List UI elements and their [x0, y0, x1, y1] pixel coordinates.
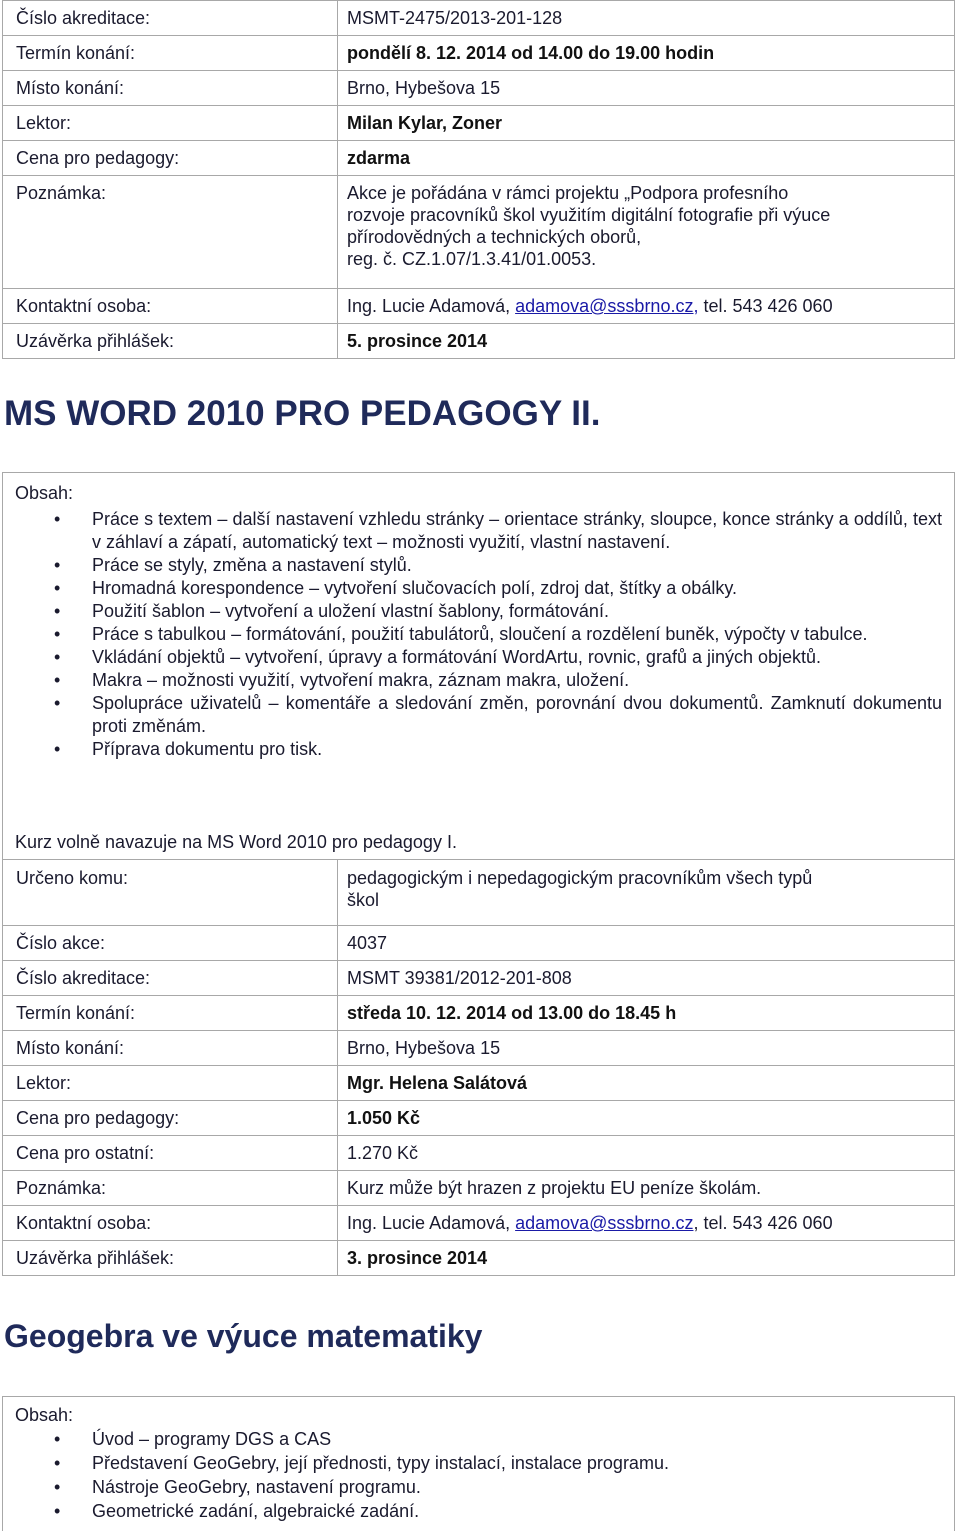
list-item: • Hromadná korespondence – vytvoření slučovacích polí, zdroj dat, štítky a obálky. [3, 577, 954, 600]
list-item: • Práce s tabulkou – formátování, použití tabulátorů, sloučení a rozdělení buněk, výpočty v tabulce. [3, 623, 954, 646]
audience-line: pedagogickým i nepedagogickým pracovníkům všech typů [347, 868, 813, 888]
content-label: Obsah: [15, 483, 74, 503]
list-item: • Úvod – programy DGS a CAS [3, 1427, 954, 1451]
contact-phone: , tel. 543 426 060 [693, 1213, 833, 1233]
content-list [3, 1427, 954, 1523]
contact-email-link[interactable]: adamova@sssbrno.cz [515, 1213, 694, 1233]
date-label: Termín konání: [3, 996, 338, 1031]
list-item: • Práce se styly, změna a nastavení stylů. [3, 554, 954, 577]
list-item: • Spolupráce uživatelů – komentáře a sledování změn, porovnání dvou dokumentů. Zamknutí dokumentu proti změnám. [3, 692, 954, 738]
deadline-label: Uzávěrka přihlášek: [3, 1241, 338, 1276]
audience-line: škol [347, 890, 380, 910]
contact-name: Ing. Lucie Adamová, [347, 296, 516, 316]
action-no-label: Číslo akce: [3, 926, 338, 961]
list-item: • Nástroje GeoGebry, nastavení programu. [3, 1475, 954, 1499]
contact-label: Kontaktní osoba: [3, 289, 338, 324]
followup-note: Kurz volně navazuje na MS Word 2010 pro pedagogy I. [15, 832, 457, 852]
date-label: Termín konání: [3, 36, 338, 71]
lecturer-value: Milan Kylar, Zoner [338, 106, 955, 141]
deadline-label: Uzávěrka přihlášek: [3, 324, 338, 359]
accreditation-value: MSMT-2475/2013-201-128 [338, 1, 955, 36]
course-title-geogebra: Geogebra ve výuce matematiky [4, 1318, 483, 1354]
contact-name: Ing. Lucie Adamová, [347, 1213, 516, 1233]
contact-phone: tel. 543 426 060 [698, 296, 833, 316]
place-value: Brno, Hybešova 15 [338, 71, 955, 106]
note-line: rozvoje pracovníků škol využitím digitální fotografie při výuce [347, 205, 831, 225]
note-value: Kurz může být hrazen z projektu EU peníze školám. [338, 1171, 955, 1206]
course-content-box-1 [2, 472, 955, 860]
audience-label: Určeno komu: [3, 860, 338, 926]
lecturer-label: Lektor: [3, 106, 338, 141]
place-label: Místo konání: [3, 1031, 338, 1066]
content-label: Obsah: [15, 1405, 74, 1425]
action-no-value: 4037 [338, 926, 955, 961]
list-item: • Příprava dokumentu pro tisk. [3, 738, 954, 761]
place-value: Brno, Hybešova 15 [338, 1031, 955, 1066]
list-item: • Makra – možnosti využití, vytvoření makra, záznam makra, uložení. [3, 669, 954, 692]
list-item: • Vkládání objektů – vytvoření, úpravy a formátování WordArtu, rovnic, grafů a jiných objektů. [3, 646, 954, 669]
list-item: • Představení GeoGebry, její přednosti, typy instalací, instalace programu. [3, 1451, 954, 1475]
price-teachers-value: zdarma [338, 141, 955, 176]
contact-value [338, 289, 955, 324]
note-label: Poznámka: [3, 1171, 338, 1206]
note-line: Akce je pořádána v rámci projektu „Podpora profesního [347, 183, 789, 203]
list-item: • Geometrické zadání, algebraické zadání. [3, 1499, 954, 1523]
deadline-value: 5. prosince 2014 [338, 324, 955, 359]
date-value: pondělí 8. 12. 2014 od 14.00 do 19.00 hodin [338, 36, 955, 71]
contact-value [338, 1206, 955, 1241]
content-list [3, 508, 954, 761]
date-value: středa 10. 12. 2014 od 13.00 do 18.45 h [338, 996, 955, 1031]
lecturer-label: Lektor: [3, 1066, 338, 1101]
price-teachers-value: 1.050 Kč [338, 1101, 955, 1136]
course-info-table-1 [2, 0, 955, 359]
note-label: Poznámka: [3, 176, 338, 289]
price-teachers-label: Cena pro pedagogy: [3, 1101, 338, 1136]
list-item: • Práce s textem – další nastavení vzhledu stránky – orientace stránky, sloupce, konce stránky a oddílů, text v záhlaví a zápatí, automatický text – možnosti využití, vlastní nastavení. [3, 508, 954, 554]
note-line: přírodovědných a technických oborů, [347, 227, 642, 247]
lecturer-value: Mgr. Helena Salátová [338, 1066, 955, 1101]
course-info-table-2 [2, 859, 955, 1276]
course-title-word: MS WORD 2010 PRO PEDAGOGY II. [4, 394, 601, 433]
price-teachers-label: Cena pro pedagogy: [3, 141, 338, 176]
price-others-label: Cena pro ostatní: [3, 1136, 338, 1171]
accreditation-label: Číslo akreditace: [3, 961, 338, 996]
place-label: Místo konání: [3, 71, 338, 106]
accreditation-value: MSMT 39381/2012-201-808 [338, 961, 955, 996]
note-line: reg. č. CZ.1.07/1.3.41/01.0053. [347, 249, 597, 269]
course-content-box-2 [2, 1396, 955, 1531]
deadline-value: 3. prosince 2014 [338, 1241, 955, 1276]
price-others-value: 1.270 Kč [338, 1136, 955, 1171]
note-value [338, 176, 955, 289]
contact-label: Kontaktní osoba: [3, 1206, 338, 1241]
accreditation-label: Číslo akreditace: [3, 1, 338, 36]
list-item: • Použití šablon – vytvoření a uložení vlastní šablony, formátování. [3, 600, 954, 623]
contact-email-link[interactable]: adamova@sssbrno.cz, [515, 296, 699, 316]
audience-value [338, 860, 955, 926]
